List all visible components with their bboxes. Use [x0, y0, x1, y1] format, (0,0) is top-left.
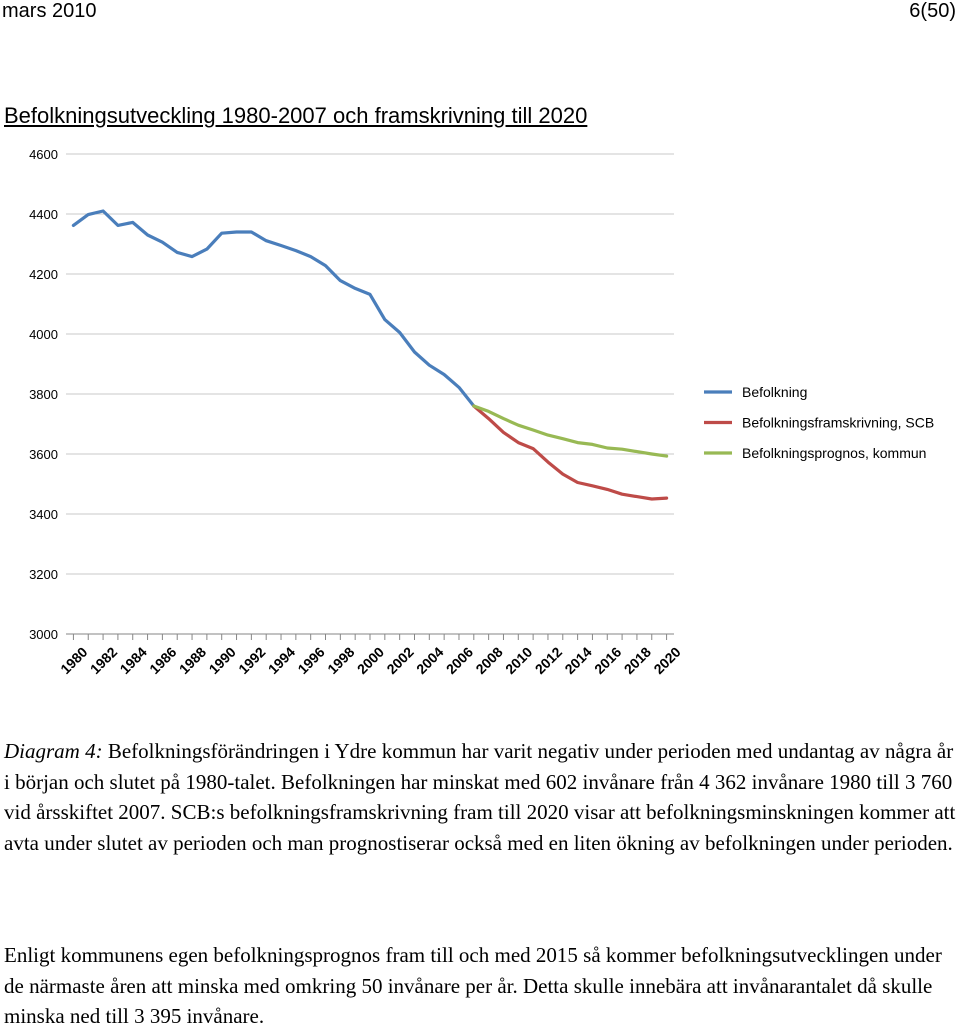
x-tick-label: 2020: [650, 643, 684, 678]
y-tick-label: 4400: [29, 207, 58, 222]
x-tick-label: 1998: [324, 643, 358, 678]
y-tick-label: 4000: [29, 327, 58, 342]
x-tick-label: 2012: [531, 643, 566, 678]
paragraph-text: Enligt kommunens egen befolkningsprognos fram till och med 2015 så kommer befolkningsutvecklingen under de närmaste åren att minska med omkring 50 invånare per år. Detta skulle innebära att invånarantalet då skulle minska ned till 3 395 invånare.: [4, 943, 942, 1028]
x-tick-label: 1986: [146, 643, 180, 678]
diagram-caption: [4, 736, 959, 858]
x-tick-label: 1994: [264, 643, 299, 678]
header-date: mars 2010: [2, 0, 97, 22]
y-tick-label: 3400: [29, 507, 58, 522]
x-tick-label: 1982: [86, 643, 121, 678]
y-tick-label: 4600: [29, 147, 58, 162]
y-tick-label: 3800: [29, 387, 58, 402]
caption-text: Befolkningsförändringen i Ydre kommun har varit negativ under perioden med undantag av några år i början och slutet på 1980-talet. Befolkningen har minskat med 602 invånare från 4 362 invånare 1980 till 3 760 vid årsskiftet 2007. SCB:s befolkningsframskrivning fram till 2020 visar att befolkningsminskningen kommer att avta under slutet av perioden och man prognostiserar också med en liten ökning av befolkningen under perioden.: [4, 739, 956, 855]
x-tick-label: 1988: [175, 643, 210, 678]
x-tick-label: 2016: [591, 643, 625, 678]
legend-label: Befolkningsframskrivning, SCB: [742, 414, 935, 431]
x-tick-label: 1996: [294, 643, 328, 678]
x-tick-label: 1984: [116, 643, 150, 678]
x-tick-label: 2004: [413, 643, 447, 678]
legend-label: Befolkningsprognos, kommun: [742, 445, 927, 461]
chart-title: Befolkningsutveckling 1980-2007 och framskrivning till 2020: [4, 103, 588, 128]
page-number: 6(50): [909, 0, 956, 22]
caption-label: Diagram 4:: [4, 739, 103, 763]
y-tick-label: 3600: [29, 447, 58, 462]
x-tick-label: 1992: [235, 643, 269, 678]
x-tick-label: 1980: [57, 643, 91, 678]
page-header: [0, 0, 960, 24]
x-tick-label: 2018: [620, 643, 655, 678]
x-tick-label: 1990: [205, 643, 239, 678]
y-tick-label: 3200: [29, 567, 58, 582]
body-paragraph: [4, 940, 959, 1032]
x-tick-label: 2014: [561, 643, 595, 678]
x-tick-label: 2010: [502, 643, 536, 678]
x-tick-label: 2000: [353, 643, 388, 678]
series-line-1: [73, 211, 473, 406]
x-tick-label: 2006: [442, 643, 477, 678]
population-chart: [0, 140, 960, 700]
legend-label: Befolkning: [742, 384, 808, 400]
x-tick-label: 2008: [472, 643, 506, 678]
y-tick-label: 3000: [29, 627, 58, 642]
x-tick-label: 2002: [383, 643, 417, 678]
y-tick-label: 4200: [29, 267, 58, 282]
